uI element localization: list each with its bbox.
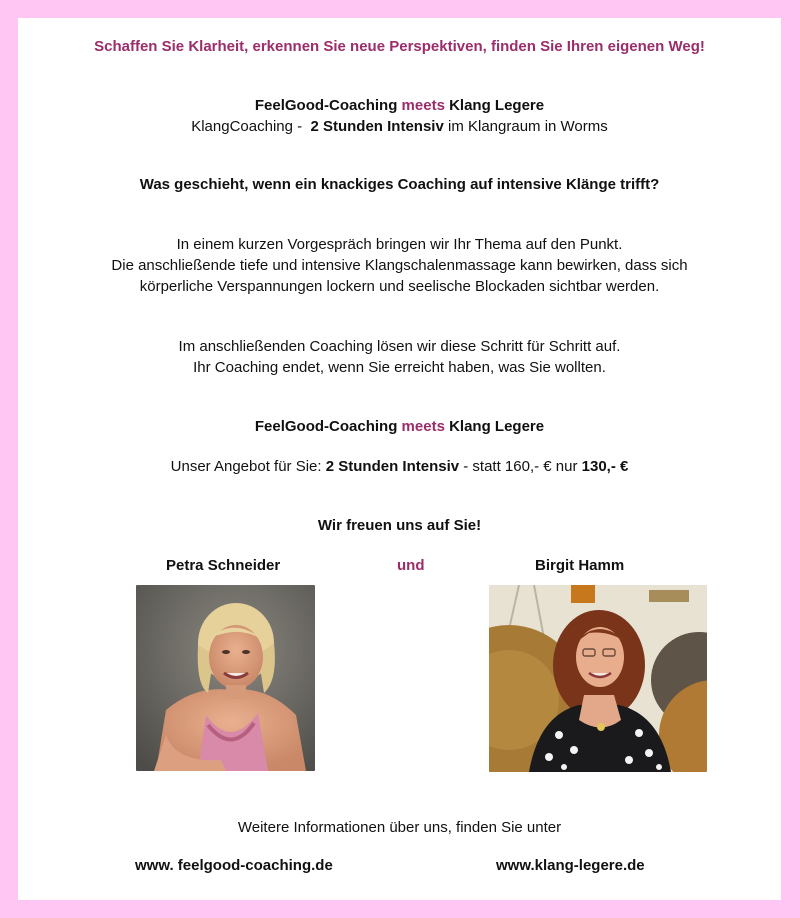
paragraph2-line1: Im anschließenden Coaching lösen wir diese Schritt für Schritt auf.	[178, 338, 621, 355]
offer-prefix: Unser Angebot für Sie:	[170, 458, 326, 475]
paragraph1-line3: körperliche Verspannungen lockern und seelische Blockaden sichtbar werden.	[139, 278, 660, 295]
offer-middle: - statt 160,- € nur	[459, 458, 582, 475]
title2-klang: Klang Legere	[449, 418, 545, 435]
more-info: Weitere Informationen über uns, finden Sie unter	[237, 819, 562, 836]
title-line-2	[18, 416, 781, 437]
title2-feelgood: FeelGood-Coaching	[254, 418, 398, 435]
title2-meets: meets	[401, 418, 445, 435]
title-meets: meets	[401, 97, 445, 114]
title-feelgood: FeelGood-Coaching	[254, 97, 398, 114]
subtitle-bold: 2 Stunden Intensiv	[310, 118, 444, 135]
offer-bold: 2 Stunden Intensiv	[325, 458, 460, 475]
right-person-name: Birgit Hamm	[535, 557, 625, 574]
subtitle-suffix: im Klangraum in Worms	[443, 118, 608, 135]
feelgood-coaching-link[interactable]: www. feelgood-coaching.de	[135, 857, 333, 874]
headline: Schaffen Sie Klarheit, erkennen Sie neue Perspektiven, finden Sie Ihren eigenen Weg!	[94, 38, 705, 55]
title-line	[18, 95, 781, 116]
question: Was geschieht, wenn ein knackiges Coaching auf intensive Klänge trifft?	[139, 176, 660, 193]
offer-line	[18, 456, 781, 477]
subtitle-prefix: KlangCoaching -	[191, 118, 311, 135]
greeting: Wir freuen uns auf Sie!	[317, 517, 482, 534]
birgit-hamm-photo	[489, 585, 707, 772]
subtitle-line	[18, 116, 781, 137]
connector-und: und	[397, 557, 425, 574]
left-person-name: Petra Schneider	[166, 557, 281, 574]
petra-schneider-photo	[136, 585, 315, 771]
klang-legere-link[interactable]: www.klang-legere.de	[496, 857, 645, 874]
title-klang: Klang Legere	[449, 97, 545, 114]
paragraph1-line1: In einem kurzen Vorgespräch bringen wir Ihr Thema auf den Punkt.	[176, 236, 623, 253]
flyer-page	[18, 18, 781, 900]
paragraph2-line2: Ihr Coaching endet, wenn Sie erreicht haben, was Sie wollten.	[193, 359, 606, 376]
offer-price: 130,- €	[581, 458, 629, 475]
paragraph1-line2: Die anschließende tiefe und intensive Klangschalenmassage kann bewirken, dass sich	[111, 257, 688, 274]
